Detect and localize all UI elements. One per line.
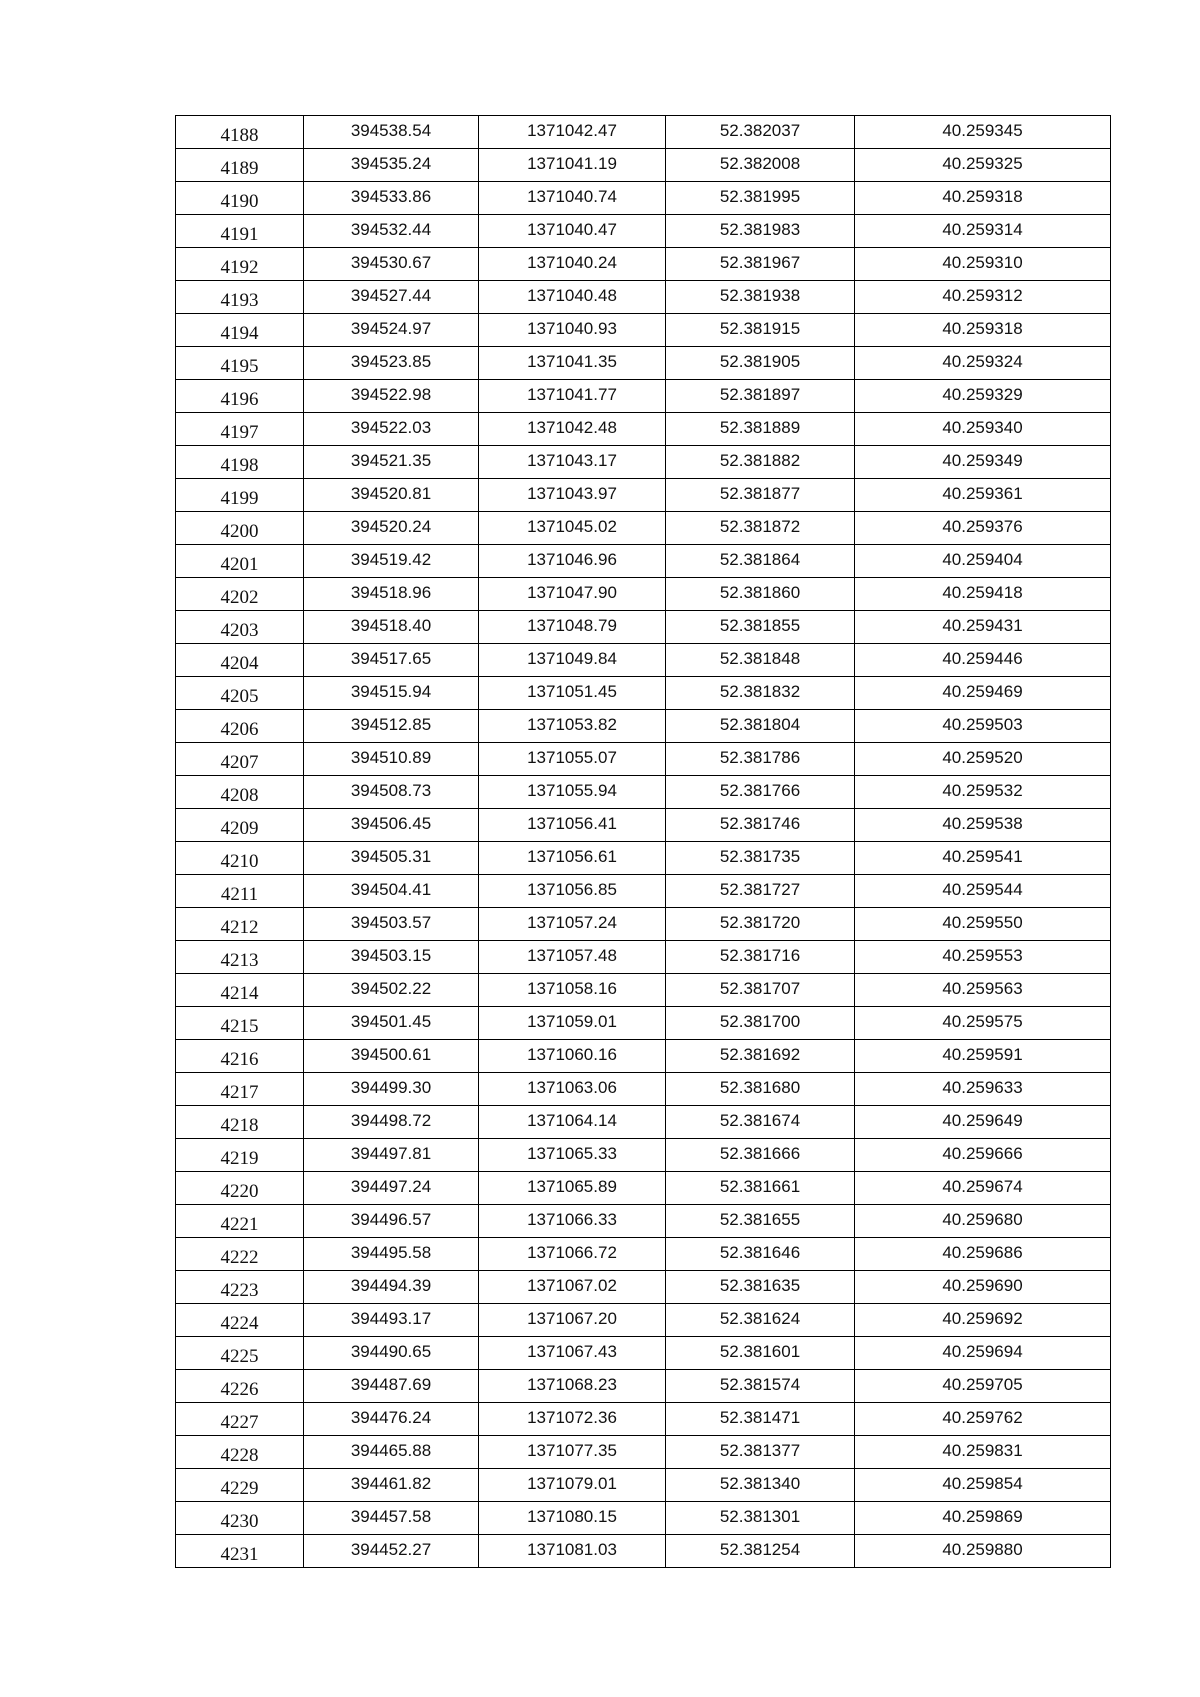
x-coordinate-cell: 394493.17: [304, 1304, 479, 1337]
latitude-cell: 52.381301: [666, 1502, 855, 1535]
table-row: [176, 1205, 1111, 1238]
y-coordinate-cell: 1371067.02: [479, 1271, 666, 1304]
latitude-cell: 52.381864: [666, 545, 855, 578]
longitude-cell: 40.259880: [855, 1535, 1111, 1568]
table-row: [176, 1403, 1111, 1436]
point-number-cell: 4223: [176, 1271, 304, 1304]
x-coordinate-cell: 394538.54: [304, 116, 479, 149]
table-row: [176, 215, 1111, 248]
x-coordinate-cell: 394465.88: [304, 1436, 479, 1469]
x-coordinate-cell: 394487.69: [304, 1370, 479, 1403]
latitude-cell: 52.381746: [666, 809, 855, 842]
latitude-cell: 52.381377: [666, 1436, 855, 1469]
point-number-cell: 4195: [176, 347, 304, 380]
point-number-cell: 4188: [176, 116, 304, 149]
x-coordinate-cell: 394532.44: [304, 215, 479, 248]
point-number-cell: 4197: [176, 413, 304, 446]
longitude-cell: 40.259538: [855, 809, 1111, 842]
longitude-cell: 40.259329: [855, 380, 1111, 413]
y-coordinate-cell: 1371051.45: [479, 677, 666, 710]
y-coordinate-cell: 1371041.77: [479, 380, 666, 413]
x-coordinate-cell: 394503.15: [304, 941, 479, 974]
y-coordinate-cell: 1371065.89: [479, 1172, 666, 1205]
x-coordinate-cell: 394518.40: [304, 611, 479, 644]
point-number-cell: 4222: [176, 1238, 304, 1271]
point-number-cell: 4200: [176, 512, 304, 545]
point-number-cell: 4224: [176, 1304, 304, 1337]
table-row: [176, 116, 1111, 149]
longitude-cell: 40.259325: [855, 149, 1111, 182]
x-coordinate-cell: 394498.72: [304, 1106, 479, 1139]
table-row: [176, 380, 1111, 413]
table-row: [176, 1073, 1111, 1106]
table-row: [176, 875, 1111, 908]
point-number-cell: 4225: [176, 1337, 304, 1370]
x-coordinate-cell: 394461.82: [304, 1469, 479, 1502]
point-number-cell: 4196: [176, 380, 304, 413]
latitude-cell: 52.381905: [666, 347, 855, 380]
longitude-cell: 40.259694: [855, 1337, 1111, 1370]
longitude-cell: 40.259361: [855, 479, 1111, 512]
longitude-cell: 40.259686: [855, 1238, 1111, 1271]
latitude-cell: 52.381674: [666, 1106, 855, 1139]
longitude-cell: 40.259503: [855, 710, 1111, 743]
y-coordinate-cell: 1371043.17: [479, 446, 666, 479]
point-number-cell: 4190: [176, 182, 304, 215]
y-coordinate-cell: 1371063.06: [479, 1073, 666, 1106]
y-coordinate-cell: 1371056.61: [479, 842, 666, 875]
x-coordinate-cell: 394457.58: [304, 1502, 479, 1535]
point-number-cell: 4221: [176, 1205, 304, 1238]
longitude-cell: 40.259553: [855, 941, 1111, 974]
latitude-cell: 52.381855: [666, 611, 855, 644]
table-row: [176, 545, 1111, 578]
point-number-cell: 4191: [176, 215, 304, 248]
y-coordinate-cell: 1371081.03: [479, 1535, 666, 1568]
point-number-cell: 4206: [176, 710, 304, 743]
latitude-cell: 52.381860: [666, 578, 855, 611]
coordinates-table-body: [176, 116, 1111, 1568]
y-coordinate-cell: 1371040.24: [479, 248, 666, 281]
y-coordinate-cell: 1371041.35: [479, 347, 666, 380]
latitude-cell: 52.381889: [666, 413, 855, 446]
latitude-cell: 52.382008: [666, 149, 855, 182]
x-coordinate-cell: 394524.97: [304, 314, 479, 347]
latitude-cell: 52.381601: [666, 1337, 855, 1370]
latitude-cell: 52.381635: [666, 1271, 855, 1304]
x-coordinate-cell: 394520.24: [304, 512, 479, 545]
table-row: [176, 1502, 1111, 1535]
longitude-cell: 40.259469: [855, 677, 1111, 710]
latitude-cell: 52.381897: [666, 380, 855, 413]
latitude-cell: 52.381661: [666, 1172, 855, 1205]
table-row: [176, 1370, 1111, 1403]
table-row: [176, 1436, 1111, 1469]
table-row: [176, 1271, 1111, 1304]
y-coordinate-cell: 1371046.96: [479, 545, 666, 578]
latitude-cell: 52.381995: [666, 182, 855, 215]
latitude-cell: 52.381766: [666, 776, 855, 809]
table-row: [176, 776, 1111, 809]
longitude-cell: 40.259544: [855, 875, 1111, 908]
table-row: [176, 248, 1111, 281]
longitude-cell: 40.259431: [855, 611, 1111, 644]
point-number-cell: 4194: [176, 314, 304, 347]
point-number-cell: 4229: [176, 1469, 304, 1502]
x-coordinate-cell: 394515.94: [304, 677, 479, 710]
longitude-cell: 40.259854: [855, 1469, 1111, 1502]
latitude-cell: 52.381967: [666, 248, 855, 281]
x-coordinate-cell: 394503.57: [304, 908, 479, 941]
point-number-cell: 4226: [176, 1370, 304, 1403]
table-row: [176, 1238, 1111, 1271]
longitude-cell: 40.259692: [855, 1304, 1111, 1337]
latitude-cell: 52.381877: [666, 479, 855, 512]
y-coordinate-cell: 1371042.48: [479, 413, 666, 446]
y-coordinate-cell: 1371059.01: [479, 1007, 666, 1040]
table-row: [176, 1337, 1111, 1370]
table-row: [176, 1172, 1111, 1205]
longitude-cell: 40.259312: [855, 281, 1111, 314]
point-number-cell: 4214: [176, 974, 304, 1007]
point-number-cell: 4192: [176, 248, 304, 281]
y-coordinate-cell: 1371079.01: [479, 1469, 666, 1502]
y-coordinate-cell: 1371066.72: [479, 1238, 666, 1271]
longitude-cell: 40.259404: [855, 545, 1111, 578]
latitude-cell: 52.381254: [666, 1535, 855, 1568]
x-coordinate-cell: 394499.30: [304, 1073, 479, 1106]
point-number-cell: 4210: [176, 842, 304, 875]
point-number-cell: 4212: [176, 908, 304, 941]
table-row: [176, 842, 1111, 875]
point-number-cell: 4207: [176, 743, 304, 776]
longitude-cell: 40.259349: [855, 446, 1111, 479]
coordinates-table: [175, 115, 1111, 1568]
y-coordinate-cell: 1371045.02: [479, 512, 666, 545]
x-coordinate-cell: 394527.44: [304, 281, 479, 314]
point-number-cell: 4228: [176, 1436, 304, 1469]
longitude-cell: 40.259541: [855, 842, 1111, 875]
latitude-cell: 52.382037: [666, 116, 855, 149]
y-coordinate-cell: 1371042.47: [479, 116, 666, 149]
y-coordinate-cell: 1371077.35: [479, 1436, 666, 1469]
point-number-cell: 4201: [176, 545, 304, 578]
table-row: [176, 941, 1111, 974]
x-coordinate-cell: 394490.65: [304, 1337, 479, 1370]
x-coordinate-cell: 394495.58: [304, 1238, 479, 1271]
x-coordinate-cell: 394501.45: [304, 1007, 479, 1040]
x-coordinate-cell: 394519.42: [304, 545, 479, 578]
table-row: [176, 512, 1111, 545]
point-number-cell: 4213: [176, 941, 304, 974]
longitude-cell: 40.259318: [855, 182, 1111, 215]
longitude-cell: 40.259762: [855, 1403, 1111, 1436]
latitude-cell: 52.381735: [666, 842, 855, 875]
point-number-cell: 4219: [176, 1139, 304, 1172]
longitude-cell: 40.259633: [855, 1073, 1111, 1106]
latitude-cell: 52.381471: [666, 1403, 855, 1436]
x-coordinate-cell: 394517.65: [304, 644, 479, 677]
x-coordinate-cell: 394504.41: [304, 875, 479, 908]
longitude-cell: 40.259680: [855, 1205, 1111, 1238]
table-row: [176, 1007, 1111, 1040]
table-row: [176, 1535, 1111, 1568]
y-coordinate-cell: 1371060.16: [479, 1040, 666, 1073]
y-coordinate-cell: 1371055.94: [479, 776, 666, 809]
point-number-cell: 4227: [176, 1403, 304, 1436]
table-row: [176, 743, 1111, 776]
latitude-cell: 52.381692: [666, 1040, 855, 1073]
x-coordinate-cell: 394494.39: [304, 1271, 479, 1304]
longitude-cell: 40.259674: [855, 1172, 1111, 1205]
x-coordinate-cell: 394500.61: [304, 1040, 479, 1073]
latitude-cell: 52.381646: [666, 1238, 855, 1271]
x-coordinate-cell: 394505.31: [304, 842, 479, 875]
latitude-cell: 52.381915: [666, 314, 855, 347]
table-row: [176, 281, 1111, 314]
y-coordinate-cell: 1371056.41: [479, 809, 666, 842]
y-coordinate-cell: 1371043.97: [479, 479, 666, 512]
y-coordinate-cell: 1371047.90: [479, 578, 666, 611]
latitude-cell: 52.381720: [666, 908, 855, 941]
x-coordinate-cell: 394512.85: [304, 710, 479, 743]
y-coordinate-cell: 1371064.14: [479, 1106, 666, 1139]
x-coordinate-cell: 394476.24: [304, 1403, 479, 1436]
point-number-cell: 4230: [176, 1502, 304, 1535]
table-row: [176, 1040, 1111, 1073]
x-coordinate-cell: 394535.24: [304, 149, 479, 182]
point-number-cell: 4215: [176, 1007, 304, 1040]
longitude-cell: 40.259345: [855, 116, 1111, 149]
table-row: [176, 182, 1111, 215]
y-coordinate-cell: 1371053.82: [479, 710, 666, 743]
y-coordinate-cell: 1371067.20: [479, 1304, 666, 1337]
latitude-cell: 52.381848: [666, 644, 855, 677]
point-number-cell: 4208: [176, 776, 304, 809]
x-coordinate-cell: 394522.98: [304, 380, 479, 413]
y-coordinate-cell: 1371040.47: [479, 215, 666, 248]
y-coordinate-cell: 1371041.19: [479, 149, 666, 182]
point-number-cell: 4211: [176, 875, 304, 908]
x-coordinate-cell: 394452.27: [304, 1535, 479, 1568]
point-number-cell: 4203: [176, 611, 304, 644]
longitude-cell: 40.259831: [855, 1436, 1111, 1469]
x-coordinate-cell: 394497.24: [304, 1172, 479, 1205]
y-coordinate-cell: 1371049.84: [479, 644, 666, 677]
y-coordinate-cell: 1371040.74: [479, 182, 666, 215]
table-row: [176, 347, 1111, 380]
latitude-cell: 52.381804: [666, 710, 855, 743]
latitude-cell: 52.381727: [666, 875, 855, 908]
x-coordinate-cell: 394497.81: [304, 1139, 479, 1172]
x-coordinate-cell: 394510.89: [304, 743, 479, 776]
y-coordinate-cell: 1371058.16: [479, 974, 666, 1007]
x-coordinate-cell: 394530.67: [304, 248, 479, 281]
longitude-cell: 40.259591: [855, 1040, 1111, 1073]
x-coordinate-cell: 394508.73: [304, 776, 479, 809]
point-number-cell: 4209: [176, 809, 304, 842]
longitude-cell: 40.259690: [855, 1271, 1111, 1304]
y-coordinate-cell: 1371048.79: [479, 611, 666, 644]
longitude-cell: 40.259314: [855, 215, 1111, 248]
latitude-cell: 52.381832: [666, 677, 855, 710]
table-row: [176, 314, 1111, 347]
table-row: [176, 644, 1111, 677]
point-number-cell: 4189: [176, 149, 304, 182]
point-number-cell: 4198: [176, 446, 304, 479]
longitude-cell: 40.259649: [855, 1106, 1111, 1139]
point-number-cell: 4218: [176, 1106, 304, 1139]
point-number-cell: 4202: [176, 578, 304, 611]
longitude-cell: 40.259869: [855, 1502, 1111, 1535]
longitude-cell: 40.259418: [855, 578, 1111, 611]
x-coordinate-cell: 394521.35: [304, 446, 479, 479]
y-coordinate-cell: 1371040.48: [479, 281, 666, 314]
x-coordinate-cell: 394523.85: [304, 347, 479, 380]
x-coordinate-cell: 394502.22: [304, 974, 479, 1007]
latitude-cell: 52.381707: [666, 974, 855, 1007]
latitude-cell: 52.381574: [666, 1370, 855, 1403]
point-number-cell: 4199: [176, 479, 304, 512]
latitude-cell: 52.381872: [666, 512, 855, 545]
table-row: [176, 1469, 1111, 1502]
y-coordinate-cell: 1371057.48: [479, 941, 666, 974]
longitude-cell: 40.259550: [855, 908, 1111, 941]
latitude-cell: 52.381666: [666, 1139, 855, 1172]
table-row: [176, 809, 1111, 842]
point-number-cell: 4220: [176, 1172, 304, 1205]
latitude-cell: 52.381882: [666, 446, 855, 479]
y-coordinate-cell: 1371080.15: [479, 1502, 666, 1535]
longitude-cell: 40.259446: [855, 644, 1111, 677]
table-row: [176, 1139, 1111, 1172]
longitude-cell: 40.259318: [855, 314, 1111, 347]
latitude-cell: 52.381786: [666, 743, 855, 776]
table-row: [176, 908, 1111, 941]
longitude-cell: 40.259520: [855, 743, 1111, 776]
table-row: [176, 710, 1111, 743]
longitude-cell: 40.259340: [855, 413, 1111, 446]
y-coordinate-cell: 1371040.93: [479, 314, 666, 347]
y-coordinate-cell: 1371055.07: [479, 743, 666, 776]
x-coordinate-cell: 394533.86: [304, 182, 479, 215]
y-coordinate-cell: 1371066.33: [479, 1205, 666, 1238]
latitude-cell: 52.381340: [666, 1469, 855, 1502]
y-coordinate-cell: 1371068.23: [479, 1370, 666, 1403]
y-coordinate-cell: 1371067.43: [479, 1337, 666, 1370]
table-row: [176, 479, 1111, 512]
table-row: [176, 974, 1111, 1007]
longitude-cell: 40.259376: [855, 512, 1111, 545]
x-coordinate-cell: 394520.81: [304, 479, 479, 512]
latitude-cell: 52.381655: [666, 1205, 855, 1238]
latitude-cell: 52.381983: [666, 215, 855, 248]
table-row: [176, 149, 1111, 182]
latitude-cell: 52.381700: [666, 1007, 855, 1040]
y-coordinate-cell: 1371072.36: [479, 1403, 666, 1436]
table-row: [176, 1106, 1111, 1139]
y-coordinate-cell: 1371057.24: [479, 908, 666, 941]
x-coordinate-cell: 394522.03: [304, 413, 479, 446]
longitude-cell: 40.259563: [855, 974, 1111, 1007]
latitude-cell: 52.381716: [666, 941, 855, 974]
longitude-cell: 40.259532: [855, 776, 1111, 809]
point-number-cell: 4216: [176, 1040, 304, 1073]
table-row: [176, 611, 1111, 644]
x-coordinate-cell: 394506.45: [304, 809, 479, 842]
latitude-cell: 52.381938: [666, 281, 855, 314]
point-number-cell: 4205: [176, 677, 304, 710]
table-row: [176, 1304, 1111, 1337]
longitude-cell: 40.259666: [855, 1139, 1111, 1172]
table-row: [176, 413, 1111, 446]
latitude-cell: 52.381624: [666, 1304, 855, 1337]
longitude-cell: 40.259310: [855, 248, 1111, 281]
y-coordinate-cell: 1371056.85: [479, 875, 666, 908]
table-row: [176, 446, 1111, 479]
longitude-cell: 40.259575: [855, 1007, 1111, 1040]
table-row: [176, 677, 1111, 710]
point-number-cell: 4193: [176, 281, 304, 314]
point-number-cell: 4217: [176, 1073, 304, 1106]
point-number-cell: 4231: [176, 1535, 304, 1568]
longitude-cell: 40.259324: [855, 347, 1111, 380]
table-row: [176, 578, 1111, 611]
x-coordinate-cell: 394518.96: [304, 578, 479, 611]
y-coordinate-cell: 1371065.33: [479, 1139, 666, 1172]
longitude-cell: 40.259705: [855, 1370, 1111, 1403]
x-coordinate-cell: 394496.57: [304, 1205, 479, 1238]
latitude-cell: 52.381680: [666, 1073, 855, 1106]
point-number-cell: 4204: [176, 644, 304, 677]
